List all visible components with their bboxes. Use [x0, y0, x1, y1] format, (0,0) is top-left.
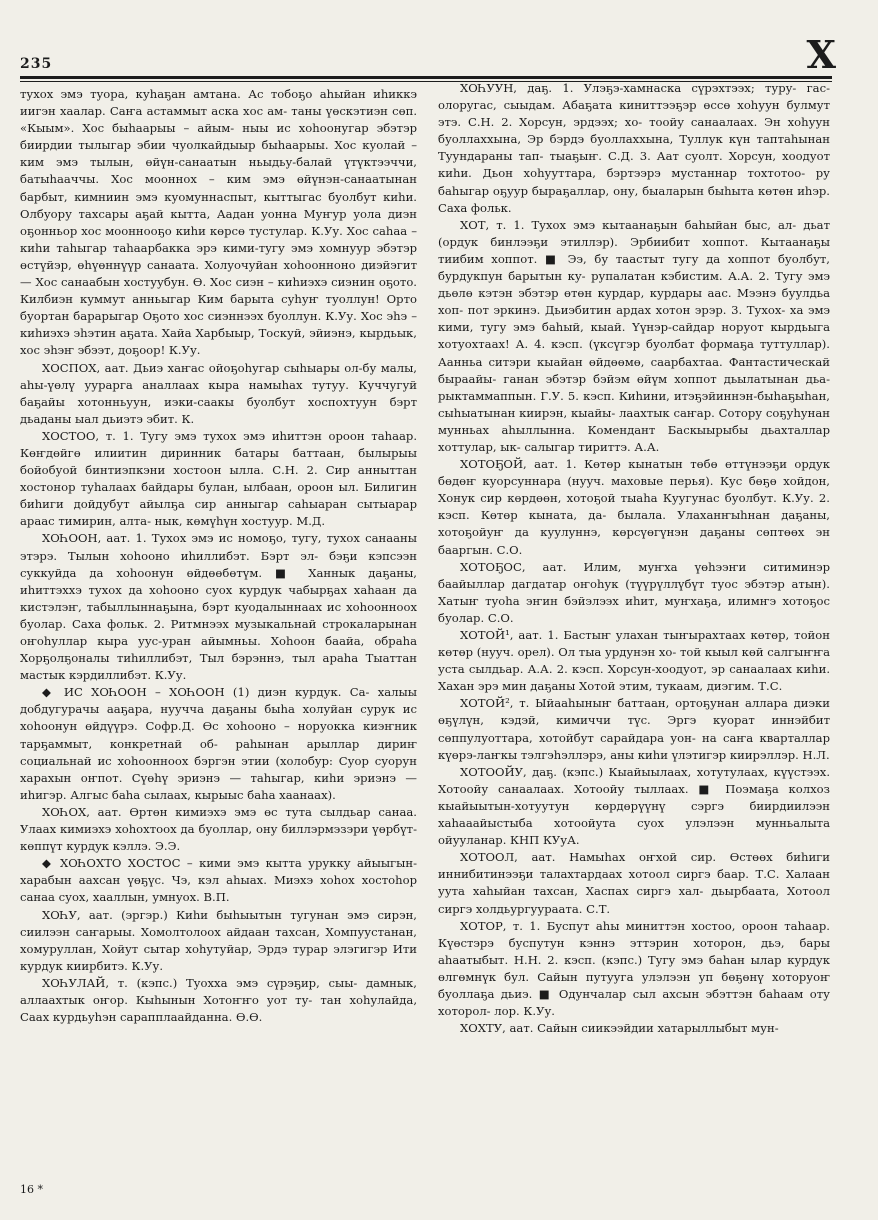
dictionary-entry: ◆ ИС ХОҺООН – ХОҺООН (1) диэн курдук. Са- халыы добдугурачы ааҕара, нуучча даҕаны быһа холуйан сурук ис хоһоонун өйдүүрэ. Софр.Д. Өс хоһооно – норуокка киэҥник тарҕаммыт, конкретнай об- раһынан арыллар дириҥ социальнай ис хоһоонноох бэргэн этии (холобур: Суор суорун харахын оҥпот. Сүөһү эриэнэ — таһыгар, киһи эриэнэ — иһигэр. Алгыс баһа сылаах, кырыыс баһа хаанаах). — [20, 685, 417, 802]
dictionary-entry: ХОҺУУН, даҕ. 1. Улэҕэ-хамнаска сүрэхтээх; туру- гас-олоругас, сыыдам. Абаҕата киниттээҕэр өссө хоһуун булмут этэ. С.Н. 2. Хорсун, эрдээх; хо- тоойу санаалаах. Эн хоһуун буоллаххына, Эр бэрдэ буоллаххына, Туллук күн таптаһынан Туундараны тап- тыаҕыҥ. С.Д. 3. Аат суолт. Хорсун, хоодуот киһи. Дьон хоһууттара, бэртээрэ мустаннар тохтотоо- ру баһыгар оҕуур быраҕаллар, ону, быаларын быһыта көтөн иһэр. Саха фольк. — [438, 81, 830, 215]
dictionary-entry: ХОҺУЛАЙ, т. (кэпс.) Туохха эмэ сүрэҕир, сыы- дамнык, аллаахтык оҥор. Кыһынын Хотоҥҥо уот ту- тан хоһулайда, Саах курдьуһэн сарапплаайданна. Ө.Ө. — [20, 975, 417, 1025]
dictionary-entry: ХОТОҔОС, аат. Илим, муҥха үөһээҥи ситиминэр баайыллар дагдатар оҥоһук (түүрүллүбүт туос эбэтэр атын). Хатыҥ туоһа эҥин бэйэлээх иһит, муҥхаҕа, илимҥэ хотоҕос буолар. С.О. — [438, 559, 830, 625]
header-rule-thick — [20, 76, 832, 79]
dictionary-entry: ХОТ, т. 1. Тухох эмэ кытаанаҕын баһыйан быс, ал- дьат (ордук бинлээҕи этиллэр). Эрбиибит хоппот. Кытаанаҕы тиибим хоппот. ■ Ээ, бу таастыт тугу да хоппот буолбут, бурдукпун барытын ку- рупалатан кэбистим. А.А. 2. Тугу эмэ дьөлө кэтэн эбэтэр өтөн курдар, курдары аас. Мээнэ буулдьа хоп- пот эркинэ. Дьиэбитин ардах хотон эрэр. 3. Тухох- ха эмэ кими, тугу эмэ баһый, кыай. Үүнэр-сайдар норуот кырдьыга хотуохтаах! А. 4. кэсп. (үксүгэр буолбат формаҕа туттуллар). Аанньа ситэри кыайан өйдөөмө, саарбахтаа. Фантастическай быраайы- ганан эбэтэр бэйэм өйүм хоппот дьылатынан дьа- рыктаммаппын. Г.У. 5. кэсп. Киһини, итэҕэйиннэн-быһаҕыһан, сыһыатынан киирэн, кыайы- лаахтык саҥар. Сотору соҕуһунан мунньах аһыллынна. Комендант Баскыырыбы дьахталлар хоттулар, ык- салыгар тириттэ. А.А. — [438, 217, 830, 454]
dictionary-entry: ХОТОР, т. 1. Буспут аһы миниттэн хостоо, ороон таһаар. Күөстэрэ буспутун кэннэ эттэрин хоторон, дьэ, бары аһаатыбыт. Н.Н. 2. кэсп. (кэпс.) Тугу эмэ баһан ылар курдук өлгөмнүк бул. Сайын путууга улэлээн уп бөҕөнү хоторуоҥ буоллаҕа дьиэ. ■ Одунчалар сыл ахсын эбэттэн баһаам оту хоторол- лор. К.Уу. — [438, 918, 830, 1019]
dictionary-entry: ХОТОҔОЙ, аат. 1. Көтөр кынатын төбө өттүнээҕи ордук бөдөҥ куорсуннара (нууч. маховые перья). Кус бөҕө хойдон, Хонук сир көрдөөн, хотоҕой тыаһа Куугунас буолбут. К.Уу. 2. кэсп. Көтөр кыната, да- былала. Улаханҥыһнан даҕаны, хотоҕойуҥ да куулуннэ, көрсүөгүнэн даҕаны сөптөөх эн бааргын. С.О. — [438, 457, 830, 557]
section-letter: Х — [806, 32, 836, 77]
dictionary-entry: ХОТОЙ¹, аат. 1. Бастыҥ улахан тыҥырахтаах көтөр, тойон көтөр (нууч. орел). Ол тыа урдунэн хо- той кыыл көй салгыҥҥа уста сылдьар. А.А. 2. кэсп. Хорсун-хоодуот, эр санаалаах киһи. Хахан эрэ мин даҕаны Хотой этим, тукаам, диэгим. Т.С. — [438, 628, 830, 694]
dictionary-entry: ХОСПОХ, аат. Дьиэ хаҥас ойоҕоһугар сыһыары ол-бу малы, аһы-үөлү уурарга аналлаах кыра намыһах тутуу. Куччугуй баҕайы хотонньуун, иэки-саакы буолбут хоспохтуун бэрт дьаданы ыал дьиэтэ эбит. К. — [20, 360, 417, 426]
signature-mark: 16 * — [20, 1183, 43, 1196]
dictionary-entry: ХОХТУ, аат. Сайын сиикээйдии хатарыллыбыт мун- — [460, 1021, 779, 1036]
dictionary-entry: ХОҺООН, аат. 1. Тухох эмэ ис номоҕо, тугу, тухох санааны этэрэ. Тылын хоһооно иһиллибэт. Бэрт эл- бэҕи кэпсээн суккуйда да хоһоонун өйдөөбөтүм. ■ Ханнык даҕаны, иһиттэххэ тухох да хоһооно суох курдук чабырҕах хаһаан да кистэлэҥ, табыллыннаҕына, бэрт куодалыннаах ис хоһоонноох буолар. Саха фольк. 2. Ритмнээх музыкальнай строкаларынан оҥоһуллар кыра уус-уран айымньы. Хоһоон баайа, обраһа Хорҕолҕоналы тиһиллибэт, Тыл бэрэннэ, тыл араһа Тыаттан мастык кэрдиллибэт. К.Уу. — [20, 531, 417, 683]
dictionary-entry: ◆ ХОҺОХТО ХОСТОС – кими эмэ кытта урукку айыыгын-харабын аахсан үөҕүс. Чэ, кэл аһыах. Миэхэ хоһох хостоһор санаа суох, хааллын, умнуох. В.П. — [20, 856, 417, 905]
page-number: 235 — [20, 56, 53, 72]
right-column — [438, 80, 830, 1180]
dictionary-entry: ХОТОЙ², т. Ыйааһыныҥ баттаан, ортоҕунан аллара диэки өҕүлүн, кэдэй, кимиччи түс. Эргэ куорат иннэйбит сөппулуоттара, хотойбут сарайдара уон- на саҥа кварталлар күөрэ-лаҥкы тэлгэһэллэрэ, аны киһи үлэтигэр киирэллэр. Н.Л. — [438, 696, 830, 762]
dictionary-entry: ХОСТОО, т. 1. Тугу эмэ тухох эмэ иһиттэн ороон таһаар. Көҥдөйгө илиитин диринник батары баттаан, былырыы бойобуой бинтиэпкэни хостоон ылла. С.Н. 2. Сир анныттан хостонор туһалаах байдары булан, ылбаан, ороон ыл. Билигин биһиги дойдубут айылҕа сир анныгар саһыаран сытыарар араас тимирин, алта- нык, көмүһүн хостуур. М.Д. — [20, 428, 417, 529]
dictionary-entry: ХОТООЛ, аат. Намыһах оҥхой сир. Өстөөх биһиги иннибитинээҕи талахтардаах хотоол сиргэ баар. Т.С. Халаан уута хаһыйан тахсан, Хаспах сиргэ хал- дьырбаата, Хотоол сиргэ холдьургуураата. С.Т. — [438, 850, 830, 916]
dictionary-entry: ХОТООЙУ, даҕ. (кэпс.) Кыайыылаах, хотутулаах, күүстээх. Хотоойу санаалаах. Хотоойу тыллаах. ■ Поэмаҕа колхоз кыайыытын-хотуутун көрдөрүүнү сэргэ биирдиилээн хаһааайыстыба хотоойута суох улэлээн мунньалыта ойууланар. КНП КУуА. — [438, 764, 830, 848]
dictionary-entry: ХОҺУ, аат. (эргэр.) Киһи быһыытын тугунан эмэ сирэн, сиилээн саҥарыы. Хомолтолоох айдаан тахсан, Хомпуустанан, хомуруллан, Хойут сытар хоһутуйар, Эрдэ турар элэгигэр Ити курдук киирбитэ. К.Уу. — [20, 907, 417, 973]
dictionary-entry: тухох эмэ туора, куһаҕан амтана. Ас тобоҕо аһыйан иһиккэ иигэн хаалар. Саҥа астаммыт аска хос ам- таны үөскэтиэн сөп. «Кыым». Хос быһаарыы – айым- ныы ис хоһоонугар эбэтэр биирдии тылыгар эбии чуолкайдыыр быһаарыы. Хос куолай – ким эмэ тылын, өйүн-санаатын ньыдьу-балай үтүктээччи, батыһааччы. Хос мооннох – ким эмэ өйүнэн-санаатынан барбыт, кимниин эмэ куомуннаспыт, кыттыгас буолбут киһи. Олбуору тахсары аҕай кытта, Аадан уонна Муҥур уола диэн оҕонньор хос мооннооҕо киһи көрсө тустулар. К.Уу. Хос саһаа – киһи таһыгар таһаарбакка эрэ кими-тугу эмэ хомнуур эбэтэр өстүйэр, өһүөннүүр санаата. Холуочуйан хоһоонноно диэйэгит — Хос санаабын хостуубун. Ө. Хос сиэн – киһиэхэ сиэнин оҕото. Килбиэн куммут анньыгар Ким барыта суһуҥ туоллун! Орто буортан барарыгар Оҕото хос сиэннээх буоллун. К.Уу. Хос эһэ – киһиэхэ эһэтин аҕата. Хайа Харбыыр, Тоскуй, эйиэнэ, кырдьык, хос эһэҥ эбээт, доҕоор! К.Уу. — [20, 87, 417, 358]
left-column — [20, 86, 417, 1181]
dictionary-entry: ХОҺОХ, аат. Өртөн кимиэхэ эмэ өс тута сылдьар санаа. Улаах кимиэхэ хоһохтоох да буоллар, ону биллэрмэзэри үөрбүт-көппүт курдук кэллэ. Э.Э. — [20, 804, 417, 854]
